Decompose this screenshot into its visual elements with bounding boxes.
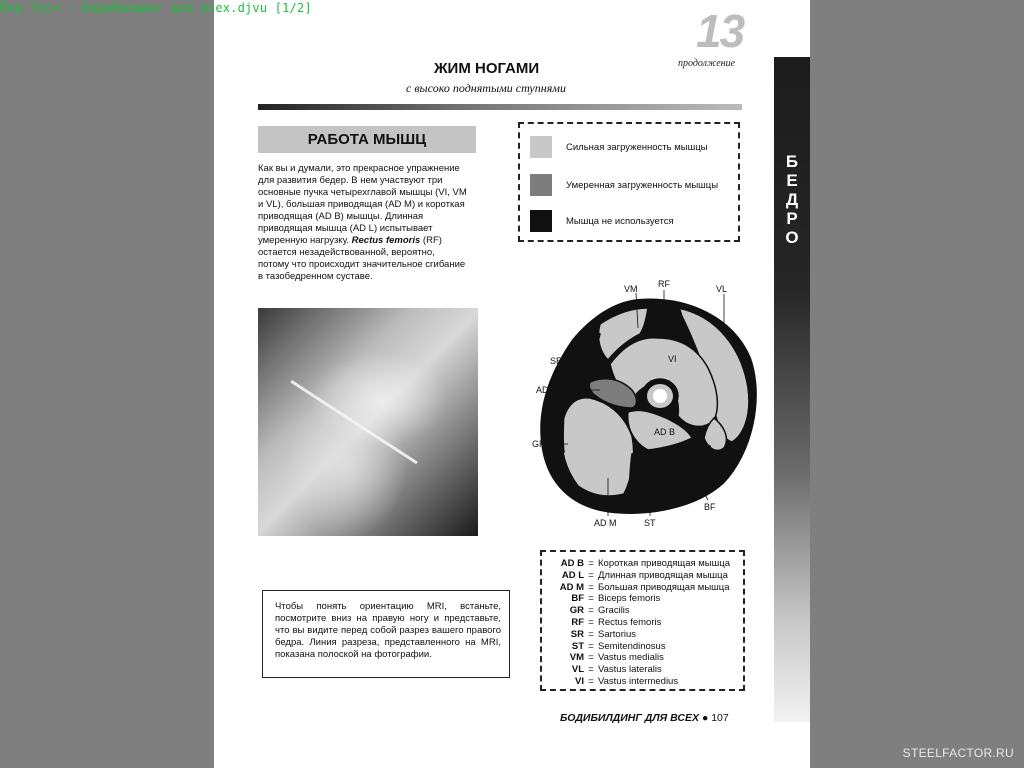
abbreviation-row [550,570,743,582]
diagram-label-adb: AD B [654,427,676,437]
footer-bullet: ● [701,712,709,724]
section-heading: РАБОТА МЫШЦ [258,126,476,153]
legend-swatch-strong [530,136,552,158]
diagram-label-vm: VM [624,284,638,294]
page-footer [560,712,729,724]
diagram-label-st: ST [644,518,656,528]
abbreviation-code: VL [571,664,584,676]
abbreviation-code: AD L [561,569,584,581]
abbreviation-equals: = [588,640,594,652]
legend-item-strong [530,136,707,158]
abbreviation-equals: = [588,605,594,617]
legend-label: Умеренная загруженность мышцы [566,179,719,191]
abbreviation-code: GR [569,605,584,617]
abbreviation-code: ST [571,640,584,652]
abbreviation-name: Vastus intermedius [598,675,679,687]
abbreviation-name: Rectus femoris [598,616,662,628]
exercise-number: 13 [696,5,744,57]
document-page[interactable] [214,0,810,768]
abbreviation-code: VI [575,675,584,687]
abbreviation-code: BF [571,593,584,605]
page-subtitle: с высоко поднятыми ступнями [406,81,566,95]
mri-cut-line [290,380,417,464]
abbreviation-code: SR [570,628,584,640]
legend-item-moderate [530,174,718,196]
abbreviation-name: Vastus lateralis [598,664,662,676]
mri-orientation-note: Чтобы понять ориентацию MRI, встаньте, посмотрите вниз на правую ногу и представьте, что вы видите перед собой разрез вашего правого бедра. Линия разреза, представленного на MRI, показана полоской на фотографии. [262,590,510,678]
intro-paragraph [258,163,468,283]
side-tab-strip [774,57,810,722]
thigh-cross-section-diagram [528,278,764,534]
abbreviation-row [550,605,743,617]
abbreviation-row [550,641,743,653]
side-tab-letter: Д [785,190,799,209]
diagram-label-adl: AD L [536,385,557,395]
muscle-rf [645,305,682,338]
abbreviation-row [550,593,743,605]
side-tab-label [774,152,810,247]
femur-marrow [653,389,667,403]
abbreviation-row [550,652,743,664]
legend-swatch-moderate [530,174,552,196]
continued-label: продолжение [678,58,736,69]
abbreviation-equals: = [588,628,594,640]
abbreviation-row [550,629,743,641]
diagram-label-gr: GR [532,439,546,449]
diagram-label-sr: SR [550,356,563,366]
abbreviation-equals: = [588,664,594,676]
diagram-label-adm: AD M [594,518,617,528]
legend-label: Мышца не используется [566,215,674,227]
abbreviation-name: Vastus medialis [598,652,664,664]
abbreviation-row [550,558,743,570]
abbreviation-name: Sartorius [598,628,637,640]
abbreviation-name: Короткая приводящая мышца [598,558,730,569]
diagram-label-vi: VI [668,354,677,364]
diagram-label-bf: BF [704,502,716,512]
footer-brand: БОДИБИЛДИНГ ДЛЯ ВСЕХ [560,712,700,724]
abbreviation-name: Gracilis [598,605,630,617]
leg-photo [258,308,478,536]
abbreviation-equals: = [588,569,594,581]
abbreviation-equals: = [588,558,594,569]
site-watermark: STEELFACTOR.RU [902,746,1014,760]
abbreviation-row [550,582,743,594]
abbreviation-name: Большая приводящая мышца [598,581,730,593]
page-title: ЖИМ НОГАМИ [434,60,540,77]
abbreviation-name: Semitendinosus [598,640,666,652]
abbreviation-code: VM [569,652,584,664]
abbreviation-equals: = [588,675,594,687]
side-tab-letter: Е [786,171,798,190]
abbreviation-row [550,617,743,629]
legend-swatch-unused [530,210,552,232]
abbreviation-code: AD M [559,581,584,593]
abbreviation-name: Длинная приводящая мышца [598,569,728,581]
abbreviation-equals: = [588,652,594,664]
side-tab-letter: О [785,228,799,247]
intro-emphasis: Rectus femoris [351,235,421,246]
abbreviation-name: Biceps femoris [598,593,661,605]
footer-page-number: 107 [711,712,729,724]
abbreviation-code: RF [571,616,584,628]
legend-item-unused [530,210,674,232]
abbreviation-row [550,664,743,676]
intro-text: (RF) остается незадействованной, вероятно, потому что происходит значительное сгибание в тазобедренном суставе. [258,235,466,282]
diagram-label-vl: VL [716,284,728,294]
abbreviation-equals: = [588,581,594,593]
abbreviation-row [550,676,743,688]
diagram-label-rf: RF [658,279,670,289]
abbreviations-box [540,550,745,691]
window-title: Пер Тесч - Бодибилдинг для всех.djvu [1/2] [0,1,312,15]
legend-label: Сильная загруженность мышцы [566,141,708,153]
title-divider [258,104,742,110]
abbreviation-code: AD B [560,558,584,569]
abbreviation-equals: = [588,616,594,628]
side-tab-letter: Р [786,209,798,228]
side-tab-letter: Б [785,152,799,171]
muscle-st [628,451,670,500]
abbreviation-equals: = [588,593,594,605]
legend-box [518,122,740,242]
intro-text: Как вы и думали, это прекрасное упражнение для развития бедер. В нем участвуют три основные пучка четырехглавой мышцы (VI, VM и VL), большая приводящая (AD M) и короткая приводящая (AD B) мышцы. Длинная приводящая мышца (AD L) испытывает умеренную нагрузку. [258,163,467,246]
